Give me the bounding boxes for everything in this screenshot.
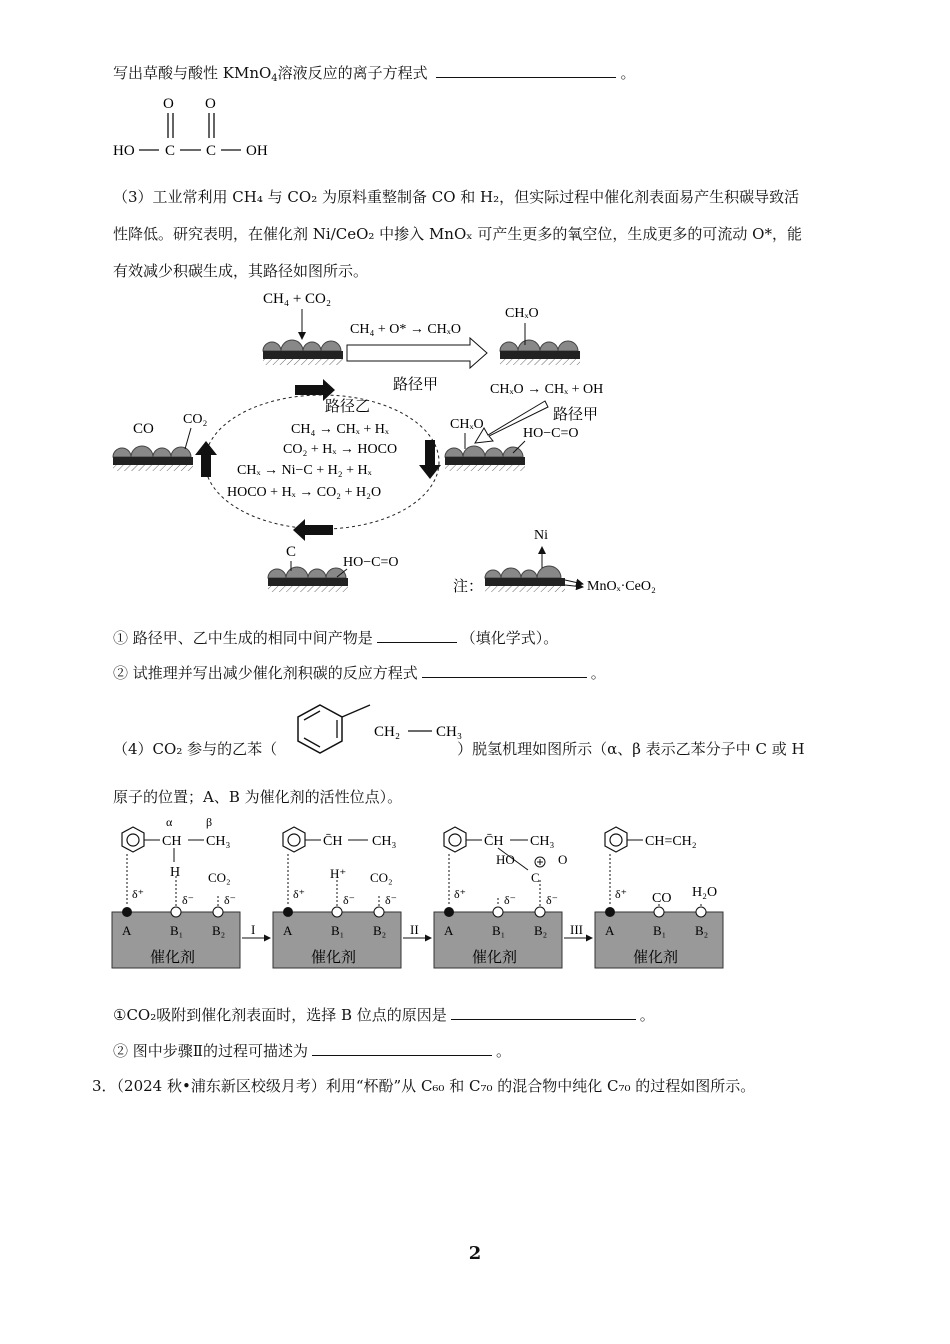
part3-line2: 性降低。研究表明，在催化剂 Ni/CeO₂ 中掺入 MnOₓ 可产生更多的氧空位，生成更多的可流动 O*，能: [113, 225, 802, 243]
catalyst-label: 催化剂: [311, 950, 357, 966]
co-label: CO: [652, 891, 672, 906]
hoco-mid-label: HO−C=O: [523, 426, 579, 441]
decomposition-step: CHₓO → CHₓ + OH: [490, 382, 604, 397]
site-b1: B₁: [492, 923, 506, 938]
catalyst-surface-bottom: [268, 567, 348, 592]
site-a: A: [283, 923, 293, 938]
oxygen-label: O: [205, 96, 216, 112]
delta-minus: δ⁻: [546, 893, 558, 907]
site-b2: B₂: [695, 923, 709, 938]
delta-plus: δ⁺: [454, 887, 466, 901]
question-3: 3．（2024 秋•浦东新区校级月考）利用“杯酚”从 C₆₀ 和 C₇₀ 的混合物中纯化 C₇₀ 的过程如图所示。: [92, 1077, 756, 1095]
delta-plus: δ⁺: [132, 887, 144, 901]
catalyst-surface-top-right: [500, 340, 580, 365]
site-b2: B₂: [212, 923, 226, 938]
oxygen-label: O: [163, 96, 174, 112]
carbanion-label: C̄H: [323, 834, 343, 849]
catalyst-surface-left: [113, 446, 193, 471]
ch3-label: CH₃: [372, 834, 397, 849]
black-arrow-right: [295, 379, 335, 401]
part3-line3: 有效减少积碳生成，其路径如图所示。: [113, 262, 369, 280]
step-ii: II: [410, 922, 419, 937]
site-a: A: [444, 923, 454, 938]
proton-label: H⁺: [330, 866, 347, 881]
ch2-label: CH₂: [374, 724, 401, 740]
reaction-3: CHₓ → Ni−C + H₂ + Hₓ: [237, 463, 372, 478]
step-iii: III: [570, 922, 583, 937]
part4-intro: （4）CO₂ 参与的乙苯（ ）脱氢机理如图所示（α、β 表示乙苯分子中 C 或 H: [113, 740, 805, 758]
oxalic-question: 写出草酸与酸性 KMnO$_4$溶液反应的离子方程式 。: [113, 64, 636, 84]
oh-label: OH: [246, 143, 268, 159]
part4-question1: ①CO₂吸附到催化剂表面时，选择 B 位点的原因是 。: [113, 1006, 655, 1024]
answer-blank[interactable]: [377, 628, 457, 643]
black-arrow-up: [195, 441, 217, 477]
co2-label: CO₂: [370, 870, 393, 885]
h-label: H: [170, 865, 181, 880]
oxalic-acid-structure: [105, 88, 285, 163]
site-a: A: [122, 923, 132, 938]
ho-label: HO: [496, 852, 515, 867]
catalyst-surface-right: [445, 446, 525, 471]
vinyl-label: CH=CH₂: [645, 834, 697, 849]
page-number: 2: [468, 1243, 482, 1264]
delta-minus: δ⁻: [343, 893, 355, 907]
site-a: A: [605, 923, 615, 938]
site-b1: B₁: [170, 923, 184, 938]
site-b1: B₁: [653, 923, 667, 938]
delta-plus: δ⁺: [293, 887, 305, 901]
carbon-label: C: [206, 143, 217, 159]
chxo-top-label: CHₓO: [505, 306, 539, 321]
carbon-label: C: [531, 870, 540, 885]
carbon-label: C: [165, 143, 176, 159]
reaction-4: HOCO + Hₓ → CO₂ + H₂O: [227, 485, 382, 500]
reaction-2: CO₂ + Hₓ → HOCO: [283, 442, 398, 457]
carbon-deposit-label: C: [286, 544, 297, 560]
dehydrogenation-mechanism: [108, 810, 733, 975]
hoco-bottom-label: HO−C=O: [343, 555, 399, 570]
step-i: I: [251, 922, 256, 937]
black-arrow-left: [293, 519, 333, 541]
delta-plus: δ⁺: [615, 887, 627, 901]
support-label: MnOₓ·CeO₂: [587, 579, 656, 594]
legend-catalyst: [485, 566, 565, 592]
reaction-1: CH₄ → CHₓ + Hₓ: [291, 422, 389, 437]
ch3-label: CH₃: [530, 834, 555, 849]
part3-line1: （3）工业常利用 CH₄ 与 CO₂ 为原料重整制备 CO 和 H₂，但实际过程中催化剂表面易产生积碳导致活: [113, 188, 800, 206]
site-b1: B₁: [331, 923, 345, 938]
answer-blank[interactable]: [422, 663, 587, 678]
catalyst-label: 催化剂: [150, 950, 196, 966]
alpha-label: α: [166, 815, 173, 829]
ho-label: HO: [113, 143, 135, 159]
catalyst-surface-top-left: [263, 340, 343, 365]
reforming-pathway-diagram: [105, 285, 695, 605]
part3-question1: ① 路径甲、乙中生成的相同中间产物是 （填化学式）。: [113, 629, 559, 647]
ch3-label: CH₃: [436, 724, 463, 740]
cycle-ellipse: [205, 395, 439, 529]
water-label: H₂O: [692, 885, 718, 900]
path-jia-label-2: 路径甲: [553, 407, 599, 423]
delta-minus: δ⁻: [182, 893, 194, 907]
site-b2: B₂: [534, 923, 548, 938]
catalyst-label: 催化剂: [633, 950, 679, 966]
ch4-co2-label: CH₄ + CO₂: [263, 291, 332, 307]
beta-label: β: [206, 815, 213, 829]
catalyst-label: 催化剂: [472, 950, 518, 966]
ch3-label: CH₃: [206, 834, 231, 849]
path-jia-label: 路径甲: [393, 377, 439, 393]
answer-blank[interactable]: [312, 1041, 492, 1056]
co2-label: CO₂: [208, 870, 231, 885]
delta-minus: δ⁻: [385, 893, 397, 907]
delta-minus: δ⁻: [504, 893, 516, 907]
ch-label: CH: [162, 834, 182, 849]
site-b2: B₂: [373, 923, 387, 938]
part4-intro-line2: 原子的位置；A、B 为催化剂的活性位点）。: [113, 788, 403, 806]
part4-question2: ② 图中步骤Ⅱ的过程可描述为 。: [113, 1042, 511, 1060]
path-jia-reaction: CH₄ + O* → CHₓO: [350, 322, 461, 337]
part3-question2: ② 试推理并写出减少催化剂积碳的反应方程式 。: [113, 664, 606, 682]
co-label: CO: [133, 421, 154, 437]
chxo-mid-label: CHₓO: [450, 417, 484, 432]
delta-minus: δ⁻: [224, 893, 236, 907]
carbanion-label: C̄H: [484, 834, 504, 849]
ni-label: Ni: [534, 528, 548, 543]
ethylbenzene-structure: [290, 700, 475, 760]
path-yi-label: 路径乙: [325, 399, 371, 415]
answer-blank[interactable]: [451, 1005, 636, 1020]
black-arrow-down: [419, 440, 441, 479]
answer-blank[interactable]: [436, 63, 616, 78]
co2-label: CO₂: [183, 412, 208, 427]
oxygen-label: O: [558, 852, 568, 867]
hollow-arrow: [347, 338, 487, 368]
note-label: 注：: [453, 579, 484, 595]
